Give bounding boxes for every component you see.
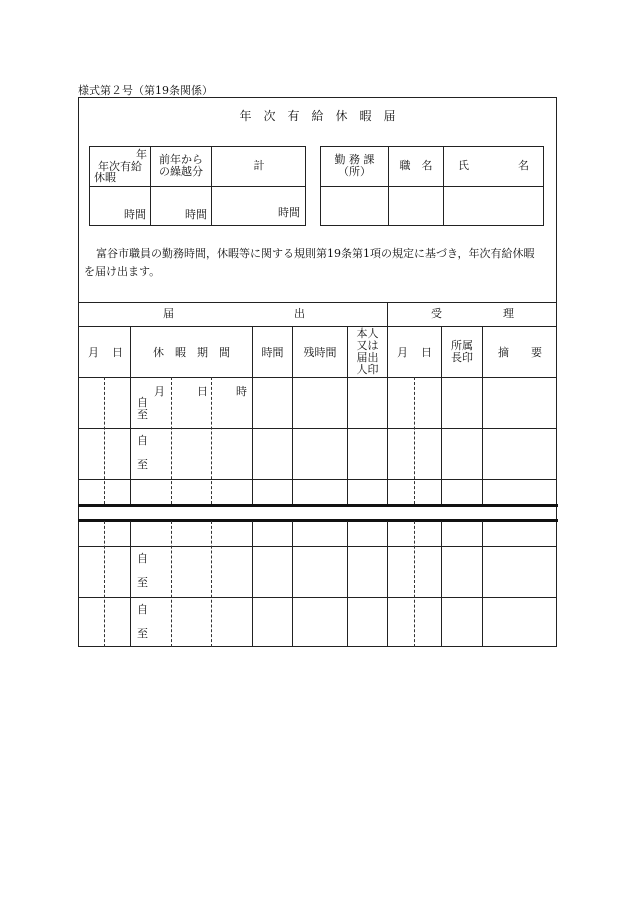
- applicant-seal-header-line2: 又は: [356, 339, 379, 352]
- period-to-label: 至: [137, 458, 148, 471]
- carryover-header-line2: の繰越分: [159, 165, 203, 178]
- total-hours-cell[interactable]: 時間: [278, 206, 300, 219]
- name-field[interactable]: [444, 187, 543, 225]
- name-header-right: 名: [518, 159, 529, 172]
- remarks-header: 摘 要: [498, 346, 542, 359]
- position-header: 職 名: [399, 159, 433, 172]
- form-title: 年 次 有 給 休 暇 届: [239, 109, 396, 123]
- annual-leave-hours-cell[interactable]: 時間: [124, 208, 146, 221]
- period-hour-label: 時: [236, 385, 247, 398]
- manager-seal-header: 所属: [451, 339, 473, 352]
- applicant-seal-header: 本人: [356, 327, 379, 340]
- day-column-header: 日: [112, 346, 123, 359]
- receipt-group-header-right: 理: [503, 307, 514, 320]
- carryover-hours-cell[interactable]: 時間: [185, 208, 207, 221]
- department-header-line2: （所）: [338, 165, 371, 178]
- break-line-bottom: [78, 519, 558, 522]
- receipt-day-header: 日: [421, 346, 432, 359]
- log-table-top: [78, 302, 557, 303]
- period-from-label: 自: [137, 603, 148, 616]
- period-to-label: 至: [137, 576, 148, 589]
- manager-seal-header-line2: 長印: [451, 351, 473, 364]
- annual-leave-header-line3: 休暇: [94, 171, 116, 184]
- statement-text-line2: を届け出ます。: [84, 265, 161, 278]
- hours-column-header: 時間: [261, 346, 284, 359]
- month-column-header: 月: [88, 346, 99, 359]
- period-to-label: 至: [137, 408, 148, 421]
- annual-leave-header: 年次有給: [98, 160, 142, 173]
- period-day-label: 日: [197, 385, 208, 398]
- break-line-top: [78, 504, 558, 507]
- department-field[interactable]: [321, 187, 387, 225]
- form-number-label: 様式第２号（第19条関係）: [78, 84, 213, 97]
- total-header: 計: [253, 159, 265, 172]
- name-header: 氏: [458, 159, 469, 172]
- department-header: 勤 務 課: [334, 153, 375, 166]
- submission-group-header: 届: [163, 307, 174, 320]
- period-month-label: 月: [154, 385, 165, 398]
- period-to-label: 至: [137, 627, 148, 640]
- period-from-label: 自: [137, 552, 148, 565]
- period-from-label: 自: [137, 434, 148, 447]
- statement-text: 富谷市職員の勤務時間，休暇等に関する規則第19条第1項の規定に基づき，年次有給休暇: [96, 247, 535, 260]
- leave-period-header: 休 暇 期 間: [153, 346, 230, 359]
- remaining-hours-header: 残時間: [303, 346, 337, 359]
- applicant-seal-header-line4: 人印: [356, 363, 379, 376]
- receipt-month-header: 月: [397, 346, 408, 359]
- applicant-seal-header-line3: 届出: [356, 351, 379, 364]
- period-from-label: 自: [137, 396, 148, 409]
- position-field[interactable]: [389, 187, 442, 225]
- receipt-group-header: 受: [431, 307, 442, 320]
- annual-leave-header-year: 年: [136, 148, 147, 161]
- submission-group-header-right: 出: [294, 307, 305, 320]
- carryover-header: 前年から: [159, 153, 203, 166]
